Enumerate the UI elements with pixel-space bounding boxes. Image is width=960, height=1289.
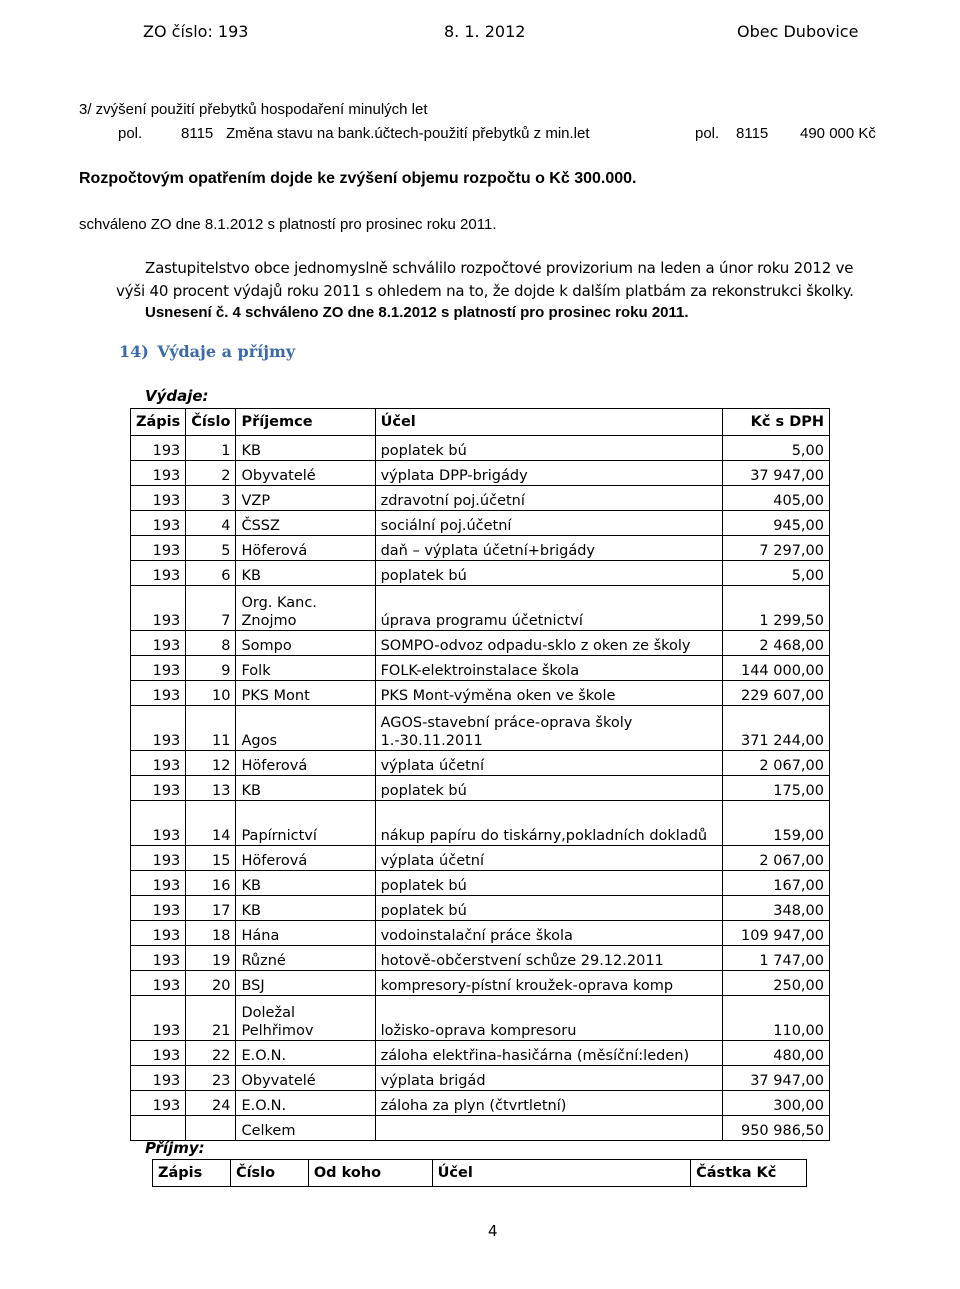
cell-cislo: 3 [186,486,236,511]
income-header-row [153,1160,807,1187]
item3-approved: schváleno ZO dne 8.1.2012 s platností pro prosinec roku 2011. [79,216,497,233]
cell-prijemce: Doležal Pelhřimov [236,996,375,1041]
table-row [131,561,830,586]
provizorium-line-2: výši 40 procent výdajů roku 2011 s ohledem na to, že dojde k dalším platbám za rekonstrukci školky. [116,282,854,300]
cell-amount: 5,00 [722,561,829,586]
cell-ucel: ložisko-oprava kompresoru [375,996,722,1041]
cell-cislo: 24 [186,1091,236,1116]
cell-cislo: 7 [186,586,236,631]
section-14-number: 14) [119,342,149,361]
cell-ucel: záloha za plyn (čtvrtletní) [375,1091,722,1116]
cell-cislo: 18 [186,921,236,946]
cell-cislo: 15 [186,846,236,871]
cell-zapis: 193 [131,1041,186,1066]
cell-amount: 1 299,50 [722,586,829,631]
cell-zapis: 193 [131,971,186,996]
table-row [131,681,830,706]
cell-cislo: 11 [186,706,236,751]
cell-amount: 1 747,00 [722,946,829,971]
income-col-zapis: Zápis [153,1160,231,1187]
cell-zapis: 193 [131,871,186,896]
cell-zapis: 193 [131,921,186,946]
section-14-heading [119,342,295,361]
table-row [131,511,830,536]
cell-cislo: 17 [186,896,236,921]
cell-prijemce: KB [236,871,375,896]
col-header-prijemce: Příjemce [236,409,375,436]
header-date: 8. 1. 2012 [444,22,526,41]
income-col-cislo: Číslo [230,1160,308,1187]
table-row [131,946,830,971]
cell-amount: 2 067,00 [722,846,829,871]
header-municipality: Obec Dubovice [737,22,859,41]
cell-prijemce: KB [236,896,375,921]
cell-amount: 144 000,00 [722,656,829,681]
table-row [131,971,830,996]
cell-zapis: 193 [131,586,186,631]
cell-amount: 37 947,00 [722,1066,829,1091]
cell-zapis: 193 [131,776,186,801]
cell-ucel: vodoinstalační práce škola [375,921,722,946]
cell-zapis: 193 [131,486,186,511]
item3-title: 3/ zvýšení použití přebytků hospodaření minulých let [79,101,428,118]
cell-cislo: 9 [186,656,236,681]
cell-ucel: poplatek bú [375,871,722,896]
cell-amount: 945,00 [722,511,829,536]
cell-ucel: nákup papíru do tiskárny,pokladních dokladů [375,801,722,846]
income-col-od-koho: Od koho [308,1160,432,1187]
cell-amount: 109 947,00 [722,921,829,946]
cell-zapis: 193 [131,946,186,971]
cell-amount: 175,00 [722,776,829,801]
resolution-text: Usnesení č. 4 schváleno ZO dne 8.1.2012 s platností pro prosinec roku 2011. [145,304,689,321]
income-col-ucel: Účel [432,1160,690,1187]
section-14-title: Výdaje a příjmy [157,342,296,361]
income-col-castka: Částka Kč [691,1160,807,1187]
cell-amount: 7 297,00 [722,536,829,561]
cell-ucel: poplatek bú [375,561,722,586]
income-table [152,1159,807,1187]
table-row [131,801,830,846]
cell-prijemce: VZP [236,486,375,511]
item3-summary: Rozpočtovým opatřením dojde ke zvýšení objemu rozpočtu o Kč 300.000. [79,170,637,187]
cell-cislo: 1 [186,436,236,461]
cell-zapis: 193 [131,996,186,1041]
cell-ucel: úprava programu účetnictví [375,586,722,631]
cell-amount: 348,00 [722,896,829,921]
cell-cislo: 19 [186,946,236,971]
cell-prijemce: Obyvatelé [236,1066,375,1091]
cell-prijemce: Höferová [236,846,375,871]
cell-zapis: 193 [131,631,186,656]
cell-zapis: 193 [131,896,186,921]
cell-cislo: 10 [186,681,236,706]
table-row [131,706,830,751]
cell-prijemce: E.O.N. [236,1041,375,1066]
cell-ucel: výplata brigád [375,1066,722,1091]
cell-zapis: 193 [131,656,186,681]
table-row [131,1041,830,1066]
cell-amount: 2 468,00 [722,631,829,656]
cell-prijemce: KB [236,776,375,801]
page-number: 4 [488,1222,498,1240]
item3-pol-a: pol. [118,125,143,142]
cell-ucel: záloha elektřina-hasičárna (měsíční:leden) [375,1041,722,1066]
cell-ucel: FOLK-elektroinstalace škola [375,656,722,681]
col-header-ucel: Účel [375,409,722,436]
empty-cell [375,1116,722,1141]
table-row [131,486,830,511]
cell-prijemce: PKS Mont [236,681,375,706]
cell-prijemce: E.O.N. [236,1091,375,1116]
empty-cell [131,1116,186,1141]
table-row [131,751,830,776]
cell-amount: 167,00 [722,871,829,896]
cell-prijemce: Höferová [236,751,375,776]
cell-ucel: SOMPO-odvoz odpadu-sklo z oken ze školy [375,631,722,656]
cell-ucel: poplatek bú [375,776,722,801]
cell-prijemce: Folk [236,656,375,681]
cell-zapis: 193 [131,1091,186,1116]
expenses-header-row [131,409,830,436]
cell-cislo: 5 [186,536,236,561]
total-label: Celkem [236,1116,375,1141]
table-row [131,921,830,946]
cell-cislo: 22 [186,1041,236,1066]
cell-cislo: 12 [186,751,236,776]
cell-zapis: 193 [131,801,186,846]
cell-amount: 229 607,00 [722,681,829,706]
income-label: Příjmy: [145,1139,205,1157]
cell-ucel: poplatek bú [375,896,722,921]
expenses-table [130,408,830,1141]
empty-cell [186,1116,236,1141]
cell-zapis: 193 [131,681,186,706]
cell-cislo: 21 [186,996,236,1041]
cell-ucel: výplata účetní [375,751,722,776]
item3-pol-b: pol. [695,125,720,142]
cell-cislo: 8 [186,631,236,656]
cell-zapis: 193 [131,461,186,486]
cell-amount: 250,00 [722,971,829,996]
table-row [131,1066,830,1091]
cell-ucel: výplata DPP-brigády [375,461,722,486]
table-row [131,461,830,486]
cell-cislo: 13 [186,776,236,801]
cell-ucel: zdravotní poj.účetní [375,486,722,511]
cell-ucel: PKS Mont-výměna oken ve škole [375,681,722,706]
table-row [131,871,830,896]
cell-prijemce: Org. Kanc. Znojmo [236,586,375,631]
table-row [131,536,830,561]
cell-amount: 110,00 [722,996,829,1041]
table-row [131,996,830,1041]
cell-prijemce: Höferová [236,536,375,561]
expenses-label: Výdaje: [145,387,209,405]
cell-ucel: kompresory-pístní kroužek-oprava komp [375,971,722,996]
total-value: 950 986,50 [722,1116,829,1141]
col-header-zapis: Zápis [131,409,186,436]
cell-zapis: 193 [131,751,186,776]
table-row [131,631,830,656]
item3-description: Změna stavu na bank.účtech-použití přebytků z min.let [226,125,590,142]
cell-zapis: 193 [131,511,186,536]
cell-ucel: daň – výplata účetní+brigády [375,536,722,561]
cell-cislo: 14 [186,801,236,846]
cell-prijemce: ČSSZ [236,511,375,536]
cell-prijemce: Hána [236,921,375,946]
cell-ucel: sociální poj.účetní [375,511,722,536]
cell-prijemce: Obyvatelé [236,461,375,486]
col-header-cislo: Číslo [186,409,236,436]
item3-code-b: 8115 [736,125,769,142]
cell-cislo: 16 [186,871,236,896]
cell-zapis: 193 [131,561,186,586]
cell-zapis: 193 [131,706,186,751]
cell-prijemce: KB [236,436,375,461]
cell-amount: 300,00 [722,1091,829,1116]
cell-amount: 2 067,00 [722,751,829,776]
table-row [131,436,830,461]
cell-cislo: 6 [186,561,236,586]
cell-ucel: AGOS-stavební práce-oprava školy 1.-30.11.2011 [375,706,722,751]
cell-prijemce: BSJ [236,971,375,996]
cell-prijemce: KB [236,561,375,586]
cell-cislo: 23 [186,1066,236,1091]
table-row [131,656,830,681]
table-row [131,776,830,801]
cell-zapis: 193 [131,846,186,871]
table-row [131,846,830,871]
cell-amount: 371 244,00 [722,706,829,751]
table-row [131,586,830,631]
cell-ucel: výplata účetní [375,846,722,871]
col-header-amount: Kč s DPH [722,409,829,436]
cell-ucel: poplatek bú [375,436,722,461]
cell-amount: 37 947,00 [722,461,829,486]
cell-cislo: 20 [186,971,236,996]
cell-cislo: 4 [186,511,236,536]
cell-prijemce: Papírnictví [236,801,375,846]
cell-ucel: hotově-občerstvení schůze 29.12.2011 [375,946,722,971]
cell-cislo: 2 [186,461,236,486]
cell-prijemce: Sompo [236,631,375,656]
table-row [131,1091,830,1116]
cell-prijemce: Různé [236,946,375,971]
cell-zapis: 193 [131,536,186,561]
header-zo-number: ZO číslo: 193 [143,22,249,41]
total-row [131,1116,830,1141]
item3-amount: 490 000 Kč [800,125,876,142]
provizorium-line-1: Zastupitelstvo obce jednomyslně schválilo rozpočtové provizorium na leden a únor roku 2012 ve [145,259,854,277]
cell-prijemce: Agos [236,706,375,751]
cell-zapis: 193 [131,1066,186,1091]
cell-amount: 159,00 [722,801,829,846]
cell-amount: 5,00 [722,436,829,461]
table-row [131,896,830,921]
item3-code-a: 8115 [181,125,214,142]
cell-amount: 405,00 [722,486,829,511]
cell-zapis: 193 [131,436,186,461]
cell-amount: 480,00 [722,1041,829,1066]
